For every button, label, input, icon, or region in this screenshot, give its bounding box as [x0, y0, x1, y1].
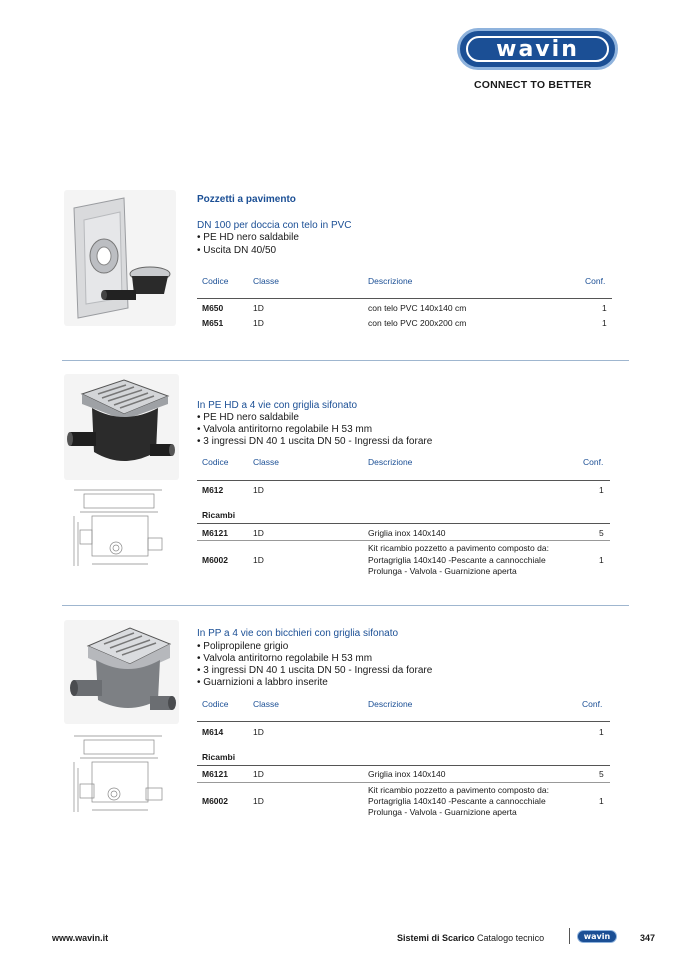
spares-label: Ricambi [202, 510, 236, 520]
cell-class: 1D [253, 318, 264, 328]
table-rule [197, 765, 610, 766]
table-rule [197, 298, 612, 299]
cell-description: Griglia inox 140x140 [368, 769, 446, 779]
column-header-description: Descrizione [368, 699, 413, 709]
column-header-conf: Conf. [585, 276, 606, 286]
pp-drain-photo [64, 620, 179, 724]
bullet-item: • 3 ingressi DN 40 1 uscita DN 50 - Ingressi da forare [197, 436, 433, 447]
cell-class: 1D [253, 303, 264, 313]
wavin-logo [457, 28, 618, 70]
footer-website: www.wavin.it [52, 933, 109, 943]
cell-description-line: Prolunga - Valvola - Guarnizione aperta [368, 807, 517, 817]
column-header-code: Codice [202, 457, 229, 467]
column-header-code: Codice [202, 276, 229, 286]
cell-conf: 1 [602, 318, 607, 328]
footer-title-bold: Sistemi di Scarico [397, 933, 475, 943]
table-rule [197, 480, 610, 481]
cell-description-line: Kit ricambio pozzetto a pavimento composto da: [368, 543, 549, 553]
column-header-conf: Conf. [583, 457, 604, 467]
cell-description-line: Portagriglia 140x140 -Pescante a cannocchiale [368, 796, 546, 806]
cell-class: 1D [253, 769, 264, 779]
cell-code: M6121 [202, 769, 228, 779]
product-subheading: DN 100 per doccia con telo in PVC [197, 220, 352, 231]
cell-class: 1D [253, 528, 264, 538]
cell-description-line: Prolunga - Valvola - Guarnizione aperta [368, 566, 517, 576]
bullet-item: • Valvola antiritorno regolabile H 53 mm [197, 424, 373, 435]
column-header-class: Classe [253, 699, 279, 709]
section-heading: Pozzetti a pavimento [197, 194, 296, 205]
cell-class: 1D [253, 485, 264, 495]
footer-wavin-logo [577, 930, 617, 943]
cell-conf: 5 [599, 769, 604, 779]
cell-conf: 1 [599, 485, 604, 495]
cell-class: 1D [253, 555, 264, 565]
cell-code: M6121 [202, 528, 228, 538]
footer-divider [569, 928, 570, 944]
column-header-class: Classe [253, 457, 279, 467]
cell-code: M612 [202, 485, 224, 495]
table-rule [197, 523, 610, 524]
column-header-code: Codice [202, 699, 229, 709]
pe-drain-technical-drawing [70, 486, 166, 572]
cell-code: M6002 [202, 555, 228, 565]
bullet-item: • PE HD nero saldabile [197, 232, 299, 243]
cell-class: 1D [253, 796, 264, 806]
bullet-item: • 3 ingressi DN 40 1 uscita DN 50 - Ingressi da forare [197, 665, 433, 676]
cell-description-line: Kit ricambio pozzetto a pavimento composto da: [368, 785, 549, 795]
cell-code: M614 [202, 727, 224, 737]
product-subheading: In PE HD a 4 vie con griglia sifonato [197, 400, 358, 411]
pe-drain-photo [64, 374, 179, 480]
tagline: CONNECT TO BETTER [474, 79, 592, 91]
section-divider [62, 360, 629, 361]
column-header-description: Descrizione [368, 276, 413, 286]
bullet-item: • Valvola antiritorno regolabile H 53 mm [197, 653, 373, 664]
bullet-item: • Polipropilene grigio [197, 641, 289, 652]
cell-conf: 1 [599, 727, 604, 737]
cell-description-line: Portagriglia 140x140 -Pescante a cannocchiale [368, 555, 546, 565]
footer-catalog-title [397, 933, 544, 943]
cell-description: Griglia inox 140x140 [368, 528, 446, 538]
cell-class: 1D [253, 727, 264, 737]
shower-drain-photo [64, 190, 176, 326]
product-subheading: In PP a 4 vie con bicchieri con griglia sifonato [197, 628, 399, 639]
spares-label: Ricambi [202, 752, 236, 762]
bullet-item: • Uscita DN 40/50 [197, 245, 277, 256]
cell-code: M650 [202, 303, 224, 313]
footer-logo-text: wavin [583, 932, 611, 941]
table-rule [197, 721, 610, 722]
page-number: 347 [640, 933, 656, 943]
bullet-item: • Guarnizioni a labbro inserite [197, 677, 328, 688]
pp-drain-technical-drawing [70, 732, 166, 818]
cell-conf: 1 [599, 796, 604, 806]
column-header-description: Descrizione [368, 457, 413, 467]
logo-text: wavin [496, 36, 579, 62]
cell-code: M651 [202, 318, 224, 328]
cell-conf: 1 [599, 555, 604, 565]
cell-conf: 5 [599, 528, 604, 538]
footer-title-rest: Catalogo tecnico [474, 933, 545, 943]
table-rule [197, 782, 610, 783]
section-divider [62, 605, 629, 606]
cell-code: M6002 [202, 796, 228, 806]
table-rule [197, 540, 610, 541]
cell-conf: 1 [602, 303, 607, 313]
cell-description: con telo PVC 200x200 cm [368, 318, 467, 328]
column-header-class: Classe [253, 276, 279, 286]
column-header-conf: Conf. [582, 699, 603, 709]
bullet-item: • PE HD nero saldabile [197, 412, 299, 423]
cell-description: con telo PVC 140x140 cm [368, 303, 467, 313]
